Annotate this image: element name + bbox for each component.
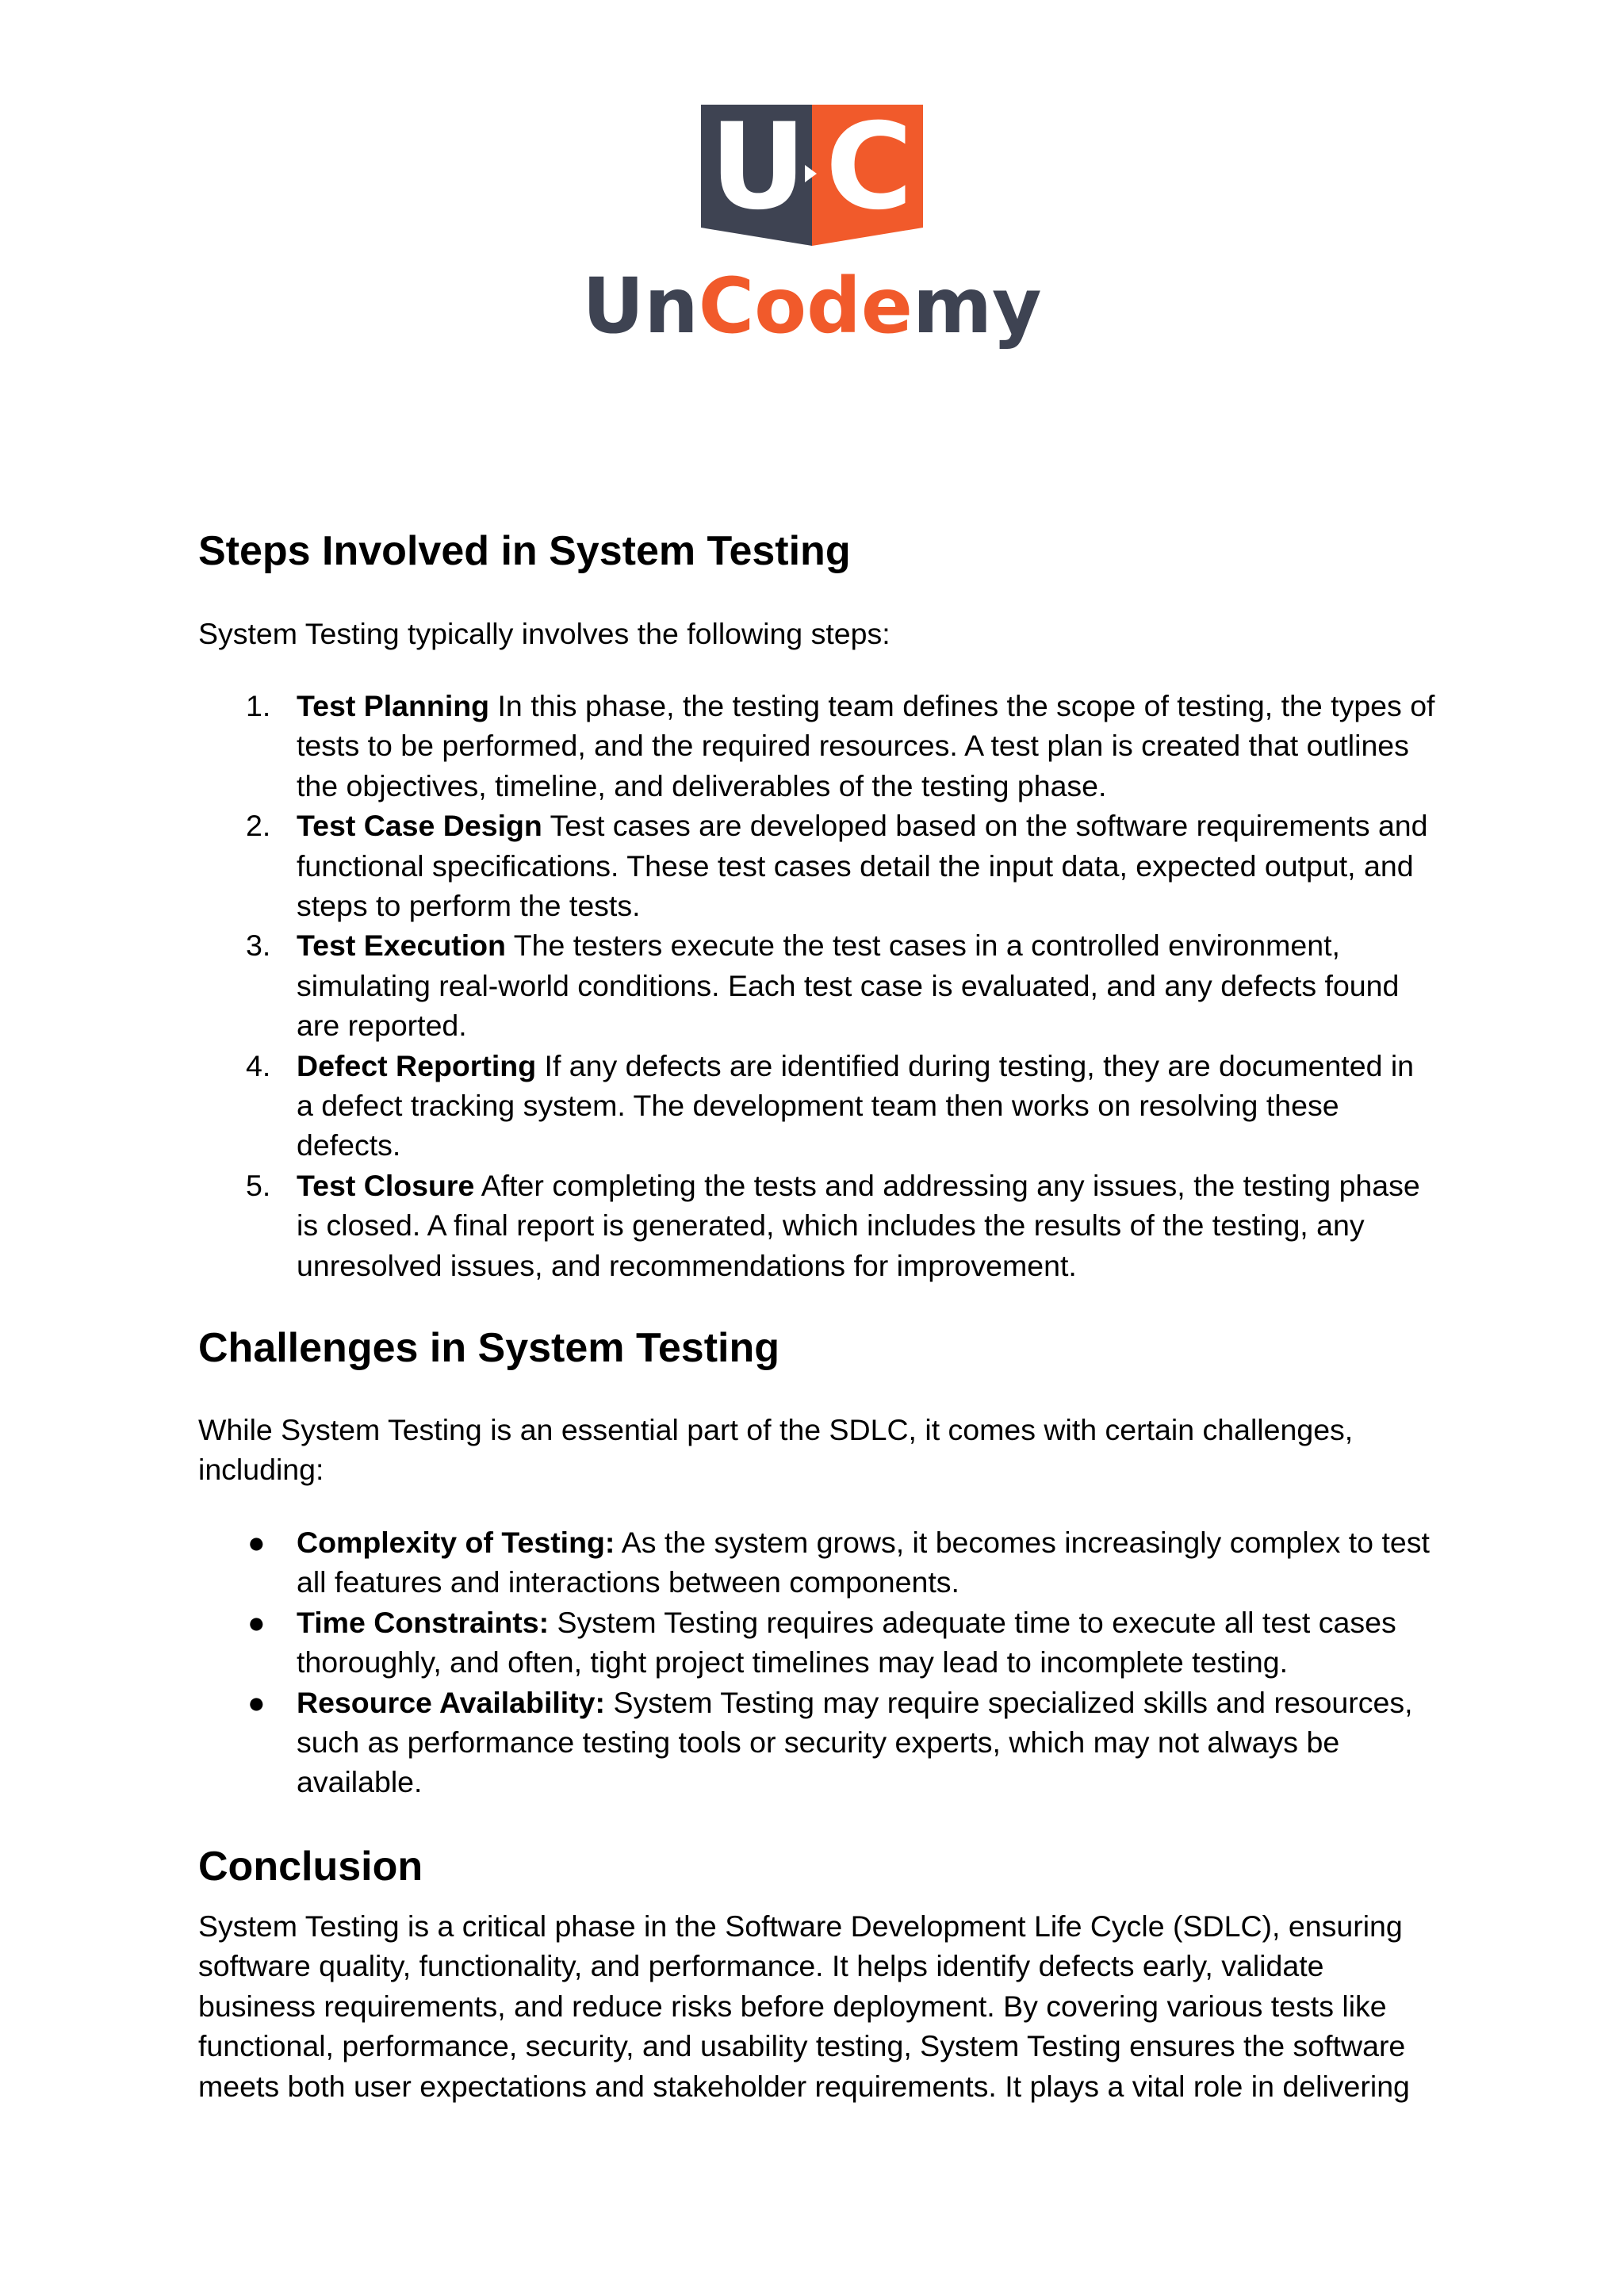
challenges-heading: Challenges in System Testing [198,1325,780,1371]
list-number: 3. [246,929,271,963]
list-item [198,686,1435,806]
step-text: If any defects are identified during testing, they are documented in a defect tracking system. The development team then works on resolving these defects. [297,1048,1415,1162]
challenge-term: Time Constraints: [297,1605,550,1639]
list-item [198,1603,1435,1683]
logo [0,105,1624,350]
logo-wordmark [582,262,1042,350]
step-text: The testers execute the test cases in a controlled environment, simulating real-world conditions. Each test case is evaluated, and any defects found are reported. [297,929,1400,1043]
bullet-marker: ● [247,1605,266,1639]
list-number: 5. [246,1168,271,1202]
steps-list [198,686,1435,1285]
step-term: Test Case Design [297,809,542,843]
logo-letter-c: C [825,105,914,236]
step-term: Test Execution [297,929,506,963]
logo-letter-u: U [710,105,806,236]
list-number: 1. [246,689,271,722]
logo-word-code: Code [698,262,913,350]
step-term: Defect Reporting [297,1048,537,1082]
conclusion-text: System Testing is a critical phase in the Software Development Life Cycle (SDLC), ensuring software quality, functionality, and performance. It helps identify defects early, validate business requirements, and reduce risks before deployment. By covering various tests like functional, performance, security, and usability testing, System Testing ensures the software meets both user expectations and stakeholder requirements. It plays a vital role in delivering [198,1909,1410,2103]
list-item [198,806,1435,925]
step-text: After completing the tests and addressing any issues, the testing phase is closed. A final report is generated, which includes the results of the testing, any unresolved issues, and recommendations for improvement. [297,1168,1420,1282]
list-item [198,925,1435,1045]
challenges-intro: While System Testing is an essential part of the SDLC, it comes with certain challenges, including: [198,1413,1354,1487]
bullet-marker: ● [247,1526,266,1559]
step-term: Test Closure [297,1168,475,1202]
challenge-term: Complexity of Testing: [297,1526,615,1559]
list-item [198,1683,1435,1802]
bullet-marker: ● [247,1685,266,1719]
logo-word-my: my [912,262,1042,350]
steps-heading: Steps Involved in System Testing [198,528,851,574]
list-item [198,1522,1435,1603]
list-number: 2. [246,809,271,843]
uncodemy-logo-mark [701,105,923,246]
list-number: 4. [246,1048,271,1082]
list-item [198,1046,1435,1166]
step-text: Test cases are developed based on the software requirements and functional specifications. These test cases detail the input data, expected output, and steps to perform the tests. [297,809,1428,923]
challenge-term: Resource Availability: [297,1685,606,1719]
challenges-list [198,1522,1435,1802]
list-item [198,1166,1435,1285]
challenge-text: System Testing requires adequate time to execute all test cases thoroughly, and often, tight project timelines may lead to incomplete testing. [297,1605,1396,1679]
step-text: In this phase, the testing team defines the scope of testing, the types of tests to be performed, and the required resources. A test plan is created that outlines the objectives, timeline, and deliverables of the testing phase. [297,689,1435,802]
steps-intro: System Testing typically involves the following steps: [198,617,891,650]
conclusion-heading: Conclusion [198,1844,423,1890]
logo-word-un: Un [582,262,699,350]
challenge-text: As the system grows, it becomes increasingly complex to test all features and interactions between components. [297,1526,1430,1599]
challenge-text: System Testing may require specialized skills and resources, such as performance testing tools or security experts, which may not always be available. [297,1685,1413,1799]
step-term: Test Planning [297,689,490,722]
